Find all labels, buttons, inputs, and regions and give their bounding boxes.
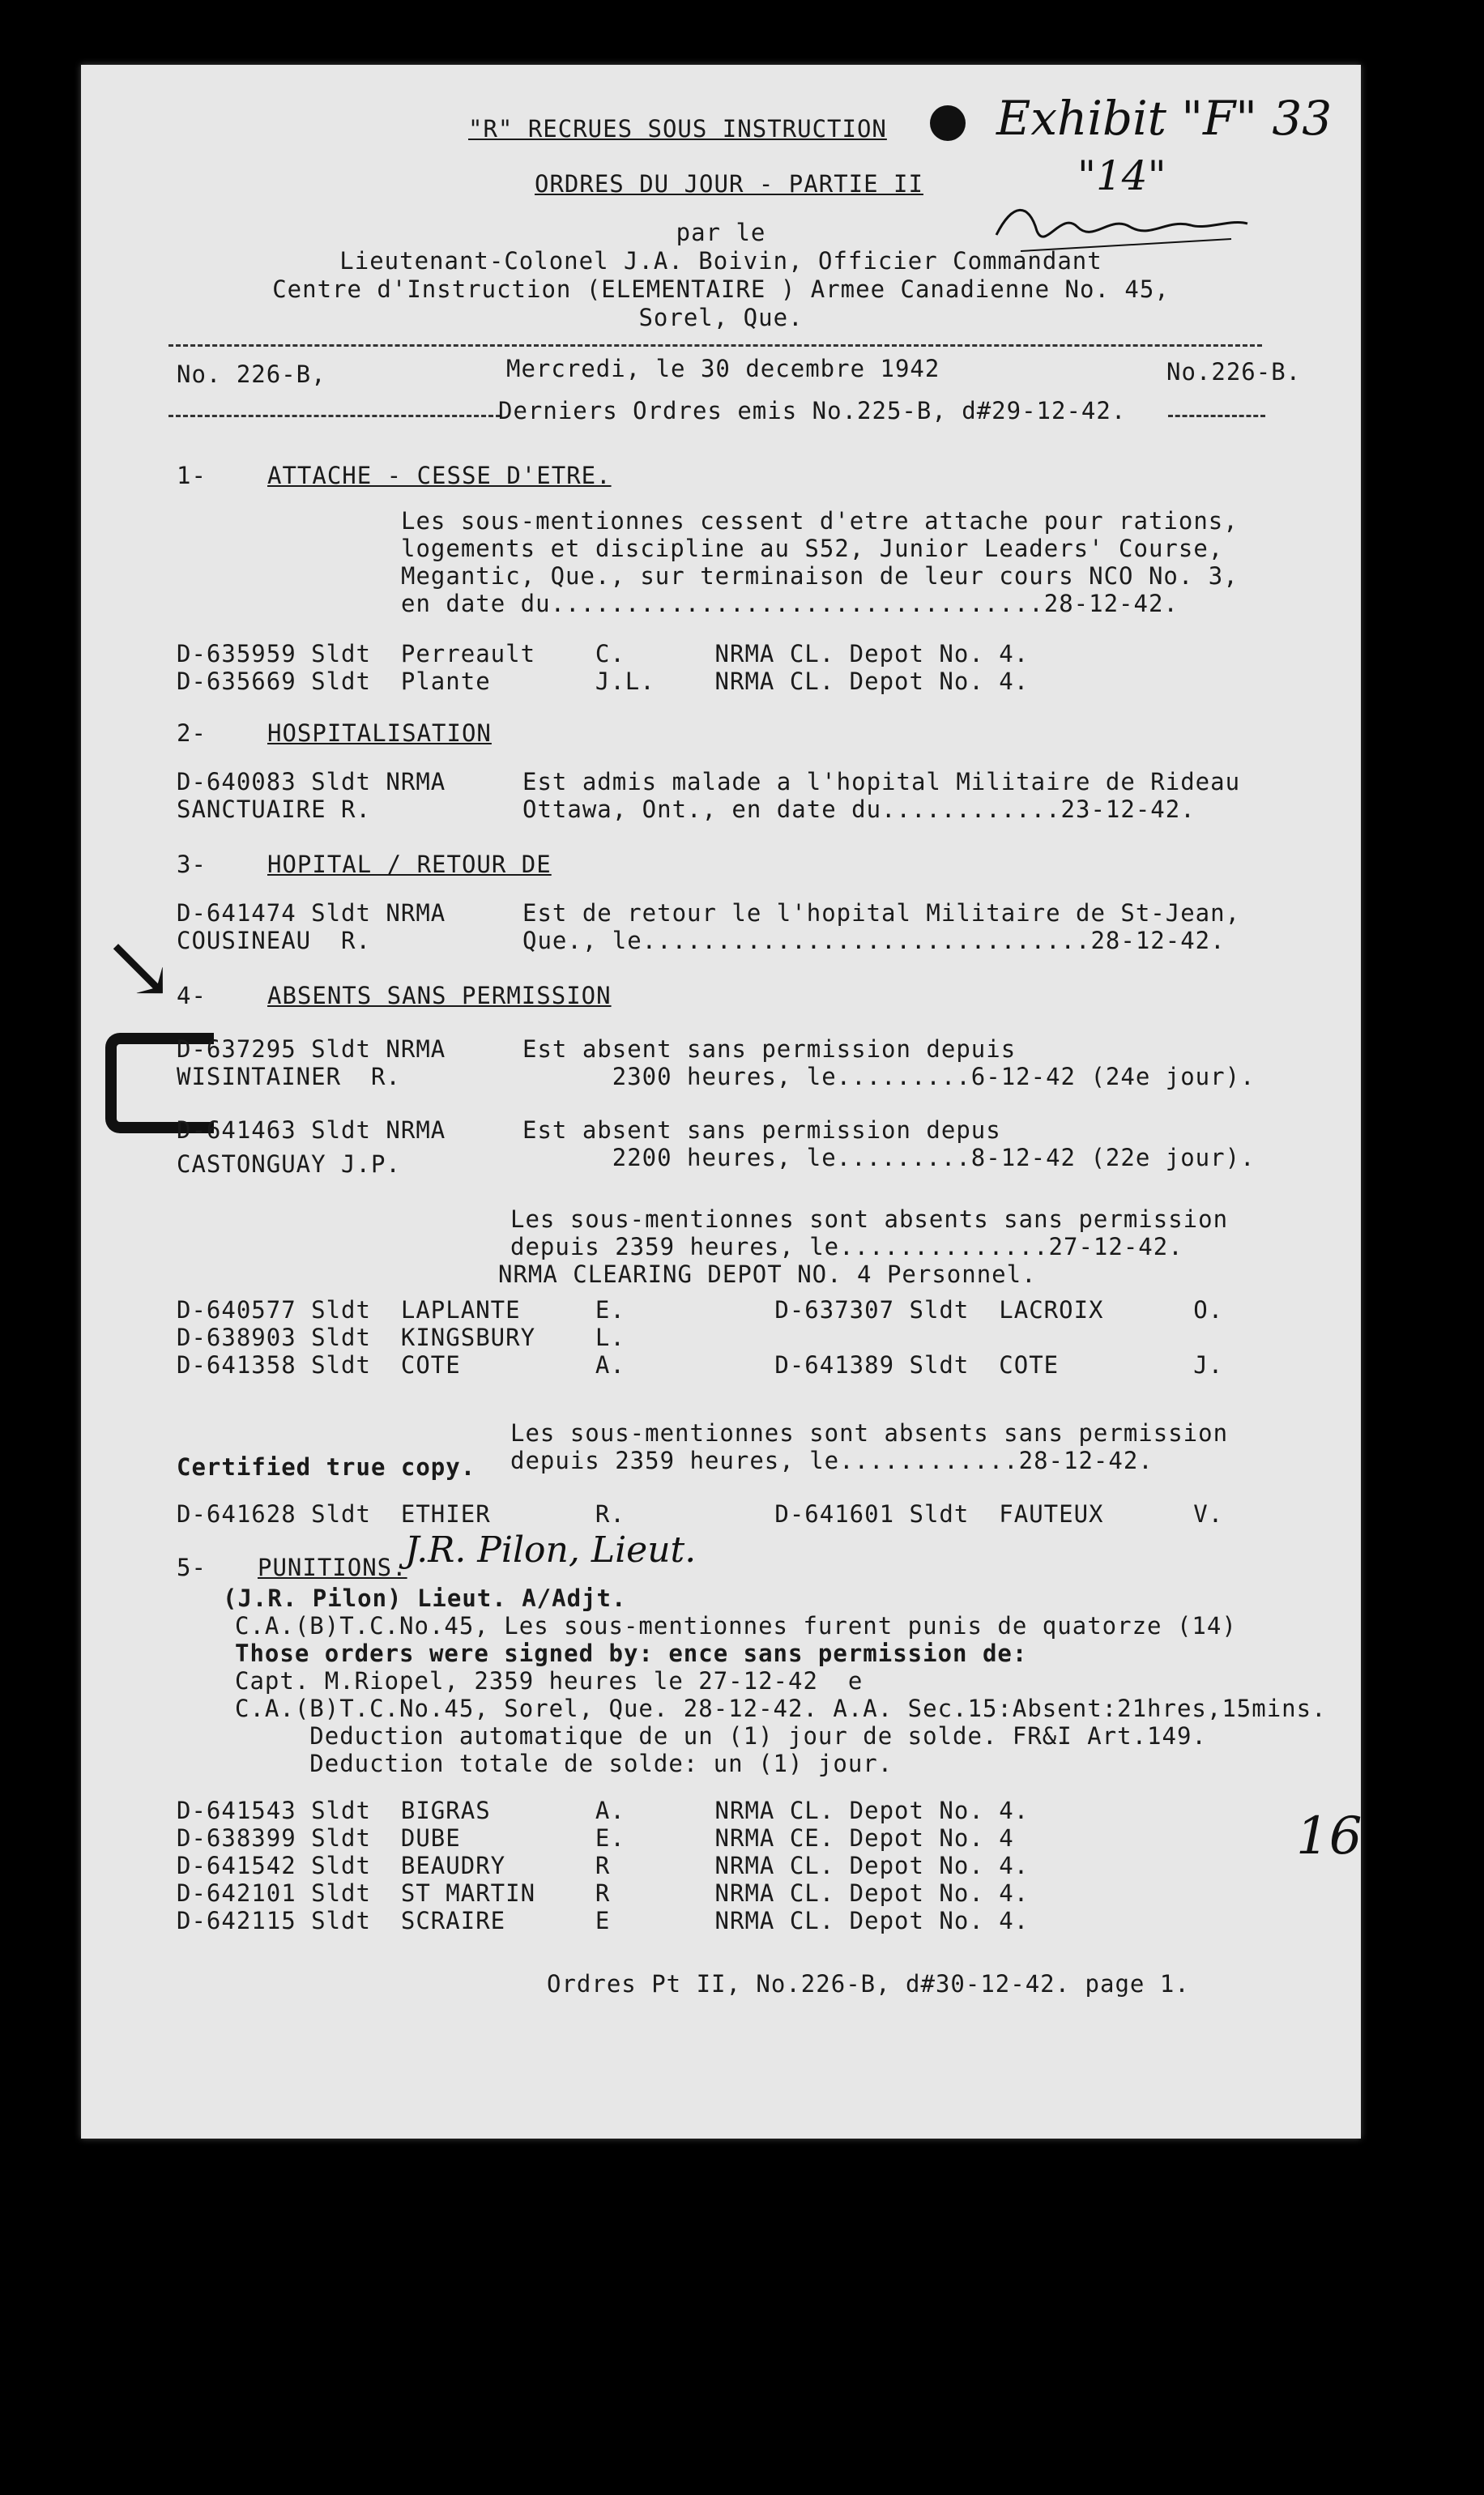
section-3-left: COUSINEAU R.	[177, 927, 371, 954]
handwritten-number: "14"	[1077, 152, 1166, 199]
par-le: par le	[676, 219, 766, 246]
absent-para-1: NRMA CLEARING DEPOT NO. 4 Personnel.	[498, 1260, 1037, 1288]
certified-stamp: Certified true copy.	[177, 1453, 476, 1481]
section-1-row: D-635669 Sldt Plante J.L. NRMA CL. Depot No. 4.	[177, 667, 1030, 695]
section-4-number: 4-	[177, 982, 207, 1009]
section-2-right: Ottawa, Ont., en date du............23-12-42.	[522, 795, 1196, 823]
section-2-left: SANCTUAIRE R.	[177, 795, 371, 823]
absent-b-right: Est absent sans permission depus	[522, 1116, 1001, 1144]
section-1-para: logements et discipline au S52, Junior Leaders' Course,	[401, 535, 1224, 562]
punition-line: C.A.(B)T.C.No.45, Les sous-mentionnes furent punis de quatorze (14)	[235, 1612, 1237, 1640]
punition-line: Deduction automatique de un (1) jour de solde. FR&I Art.149.	[235, 1722, 1207, 1750]
absent-a-right: Est absent sans permission depuis	[522, 1035, 1017, 1063]
absent-para-2: depuis 2359 heures, le............28-12-42.	[510, 1447, 1154, 1474]
section-3-right: Que., le..............................28-12-42.	[522, 927, 1226, 954]
absent-para-2: Les sous-mentionnes sont absents sans permission	[510, 1419, 1229, 1447]
punition-row: D-642115 Sldt SCRAIRE E NRMA CL. Depot No. 4.	[177, 1907, 1030, 1934]
order-number-left: No. 226-B,	[177, 360, 326, 388]
orders-heading: ORDRES DU JOUR - PARTIE II	[535, 170, 923, 198]
handwritten-arrow-icon: ↘	[101, 915, 177, 1019]
divider	[168, 415, 501, 417]
divider	[1168, 415, 1265, 417]
section-4-title: ABSENTS SANS PERMISSION	[267, 982, 612, 1009]
page-footer: Ordres Pt II, No.226-B, d#30-12-42. page 1.	[547, 1970, 1190, 1998]
section-3-number: 3-	[177, 851, 207, 878]
last-orders-line: Derniers Ordres emis No.225-B, d#29-12-42.	[498, 397, 1127, 424]
section-2-number: 2-	[177, 719, 207, 747]
absent-a-left: WISINTAINER R.	[177, 1063, 401, 1090]
order-date: Mercredi, le 30 decembre 1942	[506, 355, 940, 382]
section-3-right: Est de retour le l'hopital Militaire de St-Jean,	[522, 899, 1241, 927]
absent-b-left: CASTONGUAY J.P.	[177, 1150, 401, 1178]
officer-line: Lieutenant-Colonel J.A. Boivin, Officier Commandant	[339, 247, 1102, 275]
section-5-title: PUNITIONS.	[258, 1554, 407, 1581]
section-2-left: D-640083 Sldt NRMA	[177, 768, 446, 795]
punition-row: D-642101 Sldt ST MARTIN R NRMA CL. Depot No. 4.	[177, 1879, 1030, 1907]
section-3-title: HOPITAL / RETOUR DE	[267, 851, 552, 878]
exhibit-annotation: Exhibit "F" 33	[996, 91, 1333, 146]
section-1-row: D-635959 Sldt Perreault C. NRMA CL. Depot No. 4.	[177, 640, 1030, 667]
centre-line: Centre d'Instruction (ELEMENTAIRE ) Armee Canadienne No. 45,	[272, 275, 1170, 303]
section-1-para: en date du.................................28-12-42.	[401, 590, 1179, 617]
absent-a-right: 2300 heures, le.........6-12-42 (24e jour).	[522, 1063, 1256, 1090]
punition-row: D-638399 Sldt DUBE E. NRMA CE. Depot No. 4	[177, 1824, 1014, 1852]
punition-line: C.A.(B)T.C.No.45, Sorel, Que. 28-12-42. A.A. Sec.15:Absent:21hres,15mins.	[235, 1695, 1327, 1722]
section-1-para: Les sous-mentionnes cessent d'etre attache pour rations,	[401, 507, 1239, 535]
absent-para-1: Les sous-mentionnes sont absents sans permission	[510, 1205, 1229, 1233]
section-1-number: 1-	[177, 462, 207, 489]
punition-row: D-641542 Sldt BEAUDRY R NRMA CL. Depot No. 4.	[177, 1852, 1030, 1879]
punition-line: Capt. M.Riopel, 2359 heures le 27-12-42 e	[235, 1667, 864, 1695]
section-1-para: Megantic, Que., sur terminaison de leur cours NCO No. 3,	[401, 562, 1239, 590]
title-heading: "R" RECRUES SOUS INSTRUCTION	[468, 115, 887, 143]
section-3-left: D-641474 Sldt NRMA	[177, 899, 446, 927]
margin-annotation: 16	[1296, 1806, 1362, 1866]
signer-line: (J.R. Pilon) Lieut. A/Adjt.	[223, 1584, 627, 1612]
punition-row: D-641543 Sldt BIGRAS A. NRMA CL. Depot No. 4.	[177, 1797, 1030, 1824]
punition-line: Deduction totale de solde: un (1) jour.	[235, 1750, 893, 1777]
absent-b-right: 2200 heures, le.........8-12-42 (22e jour).	[522, 1144, 1256, 1171]
absent-row: D-641628 Sldt ETHIER R. D-641601 Sldt FAUTEUX V.	[177, 1500, 1224, 1528]
handwritten-signature: J.R. Pilon, Lieut.	[405, 1529, 697, 1571]
punition-line: Those orders were signed by: ence sans permission de:	[235, 1640, 1028, 1667]
section-2-right: Est admis malade a l'hopital Militaire de Rideau	[522, 768, 1241, 795]
document-page	[81, 65, 1361, 2139]
absent-para-1: depuis 2359 heures, le..............27-12-42.	[510, 1233, 1183, 1260]
section-1-title: ATTACHE - CESSE D'ETRE.	[267, 462, 612, 489]
absent-row: D-638903 Sldt KINGSBURY L.	[177, 1324, 625, 1351]
divider	[168, 344, 1262, 347]
absent-a-left: D-637295 Sldt NRMA	[177, 1035, 446, 1063]
section-2-title: HOSPITALISATION	[267, 719, 492, 747]
absent-b-left: D-641463 Sldt NRMA	[177, 1116, 446, 1144]
punch-hole	[930, 105, 966, 141]
absent-row: D-640577 Sldt LAPLANTE E. D-637307 Sldt LACROIX O.	[177, 1296, 1224, 1324]
place-line: Sorel, Que.	[638, 304, 804, 331]
absent-row: D-641358 Sldt COTE A. D-641389 Sldt COTE J.	[177, 1351, 1224, 1379]
section-5-number: 5-	[177, 1554, 207, 1581]
order-number-right: No.226-B.	[1166, 358, 1302, 386]
